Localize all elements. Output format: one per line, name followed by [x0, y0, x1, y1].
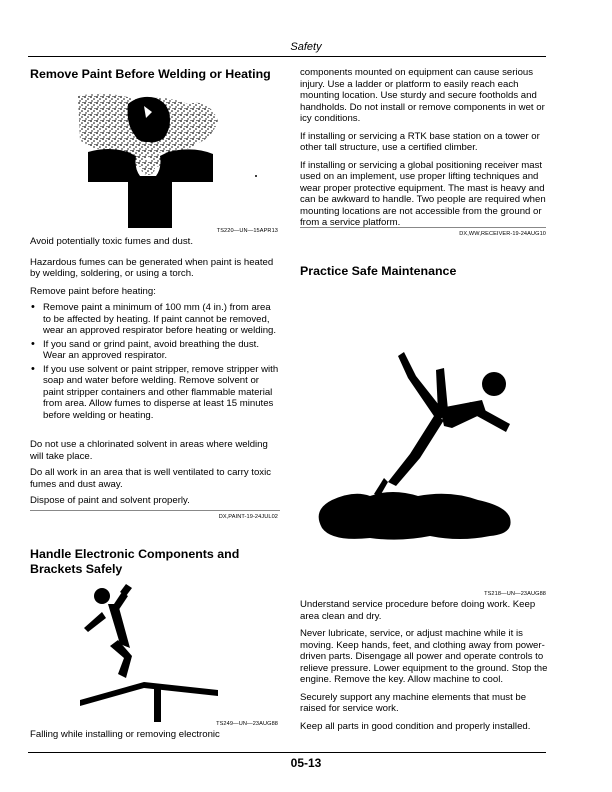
paragraph: Understand service procedure before doing work. Keep area clean and dry. — [300, 599, 536, 622]
figure-reference: TS220—UN—15APR13 — [216, 228, 278, 234]
paragraph: Dispose of paint and solvent properly. — [30, 495, 190, 506]
bullet-item: • If you use solvent or paint stripper, remove stripper with soap and water before welding. Remove solvent or paint stripper containers and other flammable material from area. Allow fumes to disperse at least 15 minutes before welding or heating. — [30, 364, 280, 422]
paragraph: Keep all parts in good condition and properly installed. — [300, 720, 531, 732]
paragraph: Avoid potentially toxic fumes and dust. — [30, 236, 194, 247]
paragraph: components mounted on equipment can cause serious injury. Use a ladder or platform to easily reach each mounting location. Use sturdy and secure footholds and handholds. Do not install or remove components in wet or icy conditions. — [300, 67, 545, 124]
paragraph: Remove paint before heating: — [30, 285, 156, 297]
paint-body-2 — [30, 439, 280, 507]
paragraph: Do all work in an area that is well ventilated to carry toxic fumes and dust away. — [30, 467, 272, 490]
electronic-body-start — [30, 729, 282, 741]
figure-reference: TS218—UN—23AUG88 — [484, 591, 546, 597]
paragraph: Hazardous fumes can be generated when paint is heated by welding, soldering, or using a torch. — [30, 256, 274, 279]
figure-reference: TS249—UN—23AUG88 — [216, 721, 278, 727]
paragraph: If installing or servicing a global positioning receiver mast used on an implement, use proper lifting techniques and wear proper protective equipment. The mast is heavy and can be awkward to handle. Two people are required when mounting locations are not accessible from the ground or from a service platform. — [300, 159, 546, 228]
section-electronic — [30, 547, 280, 577]
section-rule — [300, 227, 546, 228]
paragraph: Do not use a chlorinated solvent in areas where welding will take place. — [30, 439, 268, 462]
welding-fumes-illustration — [78, 90, 258, 230]
header-rule — [28, 56, 546, 57]
section-heading: Practice Safe Maintenance — [300, 264, 457, 278]
section-maintenance — [300, 264, 548, 279]
bullet-list — [30, 302, 280, 421]
maintenance-body — [300, 599, 548, 732]
electronic-body-continued — [300, 67, 548, 229]
falling-person-illustration — [80, 582, 220, 722]
section-rule — [30, 510, 280, 511]
slipping-person-illustration — [310, 350, 536, 540]
document-reference: DX,PAINT-19-24JUL02 — [218, 514, 278, 520]
document-reference: DX,WW,RECEIVER-19-24AUG10 — [459, 231, 546, 237]
bullet-item: • Remove paint a minimum of 100 mm (4 in.) from area to be affected by heating. If paint cannot be removed, wear an approved respirator before heating or welding. — [30, 302, 280, 337]
bullet-item: • If you sand or grind paint, avoid breathing the dust. Wear an approved respirator. — [30, 339, 280, 362]
paragraph: Securely support any machine elements that must be raised for service work. — [300, 691, 527, 714]
paint-body — [30, 236, 280, 423]
section-heading: Remove Paint Before Welding or Heating — [30, 67, 271, 81]
paragraph: Never lubricate, service, or adjust machine while it is moving. Keep hands, feet, and clothing away from power-driven parts. Disengage all power and operate controls to relieve pressure. Lower equipment to the ground. Stop the engine. Remove the key. Allow machine to cool. — [300, 628, 548, 685]
page-number: 05-13 — [290, 756, 322, 770]
section-remove-paint — [30, 67, 280, 82]
footer-rule — [28, 752, 546, 753]
paragraph: If installing or servicing a RTK base station on a tower or other tall structure, use a certified climber. — [300, 130, 540, 153]
paragraph: Falling while installing or removing electronic — [30, 729, 220, 740]
running-header: Safety — [290, 41, 322, 53]
section-heading: Handle Electronic Components and Brackets Safely — [30, 547, 240, 576]
